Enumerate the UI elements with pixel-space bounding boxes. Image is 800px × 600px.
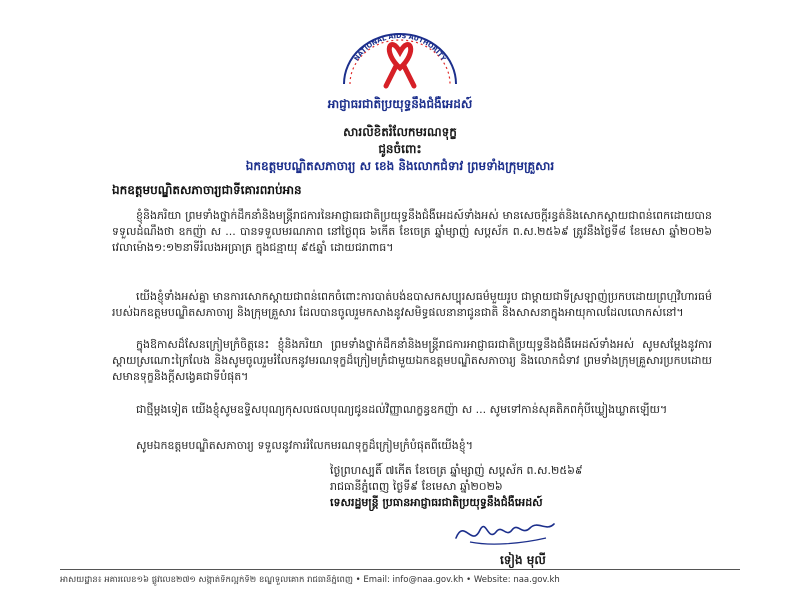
- body-paragraph-5: សូមឯកឧត្តមបណ្ឌិតសភាចារ្យ ទទួលនូវការរំលែកមរណទុក្ខដ៏ក្រៀមក្រំបំផុតពីយើងខ្ញុំ។: [136, 439, 473, 452]
- lunar-date: ថ្ងៃព្រហស្បតិ៍ ៧កើត ខែចេត្រ ឆ្នាំម្សាញ់ សប្តស័ក ព.ស.២៥៦៩: [330, 464, 583, 477]
- handwritten-signature-icon: [450, 508, 560, 552]
- signer-title: ទេសរដ្ឋមន្ត្រី ប្រធានអាជ្ញាធរជាតិប្រយុទ្ធនឹងជំងឺអេដស៍: [330, 496, 543, 509]
- solar-date: រាជធានីភ្នំពេញ ថ្ងៃទី៩ ខែមេសា ឆ្នាំ២០២៦: [330, 480, 503, 493]
- addressed-to: ជូនចំពោះ: [378, 142, 422, 156]
- naa-logo: [330, 22, 470, 102]
- body-paragraph-1: ខ្ញុំនិងភរិយា ព្រមទាំងថ្នាក់ដឹកនាំនិងមន្ត្រីរាជការនៃអាជ្ញាធរជាតិប្រយុទ្ធនឹងជំងឺអេដស៍ទាំងអស់ មានសេចក្តីរន្ធត់និងសោកស្តាយជាពន់ពេកដោយបានទទួលដំណឹងថា ឧកញ៉ា ស ... បានទទួលមរណភាព នៅថ្ងៃពុធ ៦កើត ខែចេត្រ ឆ្នាំម្សាញ់ សប្តស័ក ព.ស.២៥៦៩ ត្រូវនឹងថ្ងៃទី៨ ខែមេសា ឆ្នាំ២០២៦ វេលាម៉ោង១:១២នាទីរំលងអធ្រាត្រ ក្នុងជន្មាយុ ៩៥ឆ្នាំ ដោយជរាពាធ។: [112, 209, 712, 255]
- body-paragraph-2: យើងខ្ញុំទាំងអស់គ្នា មានការសោកស្តាយជាពន់ពេកចំពោះការបាត់បង់ឧបាសកសប្បុរសធម៌មួយរូប ជាម្តាយជាទីស្រឡាញ់ប្រកបដោយព្រហ្មវិហារធម៌របស់ឯកឧត្តមបណ្ឌិតសភាចារ្យ និងក្រុមគ្រួសារ ដែលបានចូលរួមកសាងនូវសមិទ្ធផលនានាជូនជាតិ និងសាសនាក្នុងអាយុកាលដែលលោកស់នៅ។: [112, 290, 713, 320]
- recipient-line: ឯកឧត្តមបណ្ឌិតសភាចារ្យ ស ខេង និងលោកជំទាវ ព្រមទាំងក្រុមគ្រួសារ: [245, 159, 555, 173]
- body-paragraph-4: ជាថ្មីម្តងទៀត យើងខ្ញុំសូមឧទ្ទិសបុណ្យកុសលផលបុណ្យជូនដល់វិញ្ញាណក្ខន្ធឧកញ៉ា ស ... សូមទៅកាន់សុគតិភពកុំបីឃ្លៀងឃ្លាតឡើយ។: [136, 403, 668, 416]
- organization-name: អាជ្ញាធរជាតិប្រយុទ្ធនឹងជំងឺអេដស៍: [327, 97, 473, 111]
- footer-divider: [60, 569, 740, 570]
- letter-title: សារលិខិតរំលែកមរណទុក្ខ: [343, 125, 457, 139]
- signer-name: ទៀង មុលី: [500, 553, 546, 567]
- footer-contact: អាសយដ្ឋាន៖ អគារលេខ១៦ ផ្លូវលេខ២៧១ សង្កាត់ទឹកល្អក់ទី២ ខណ្ឌទួលគោក រាជធានីភ្នំពេញ • Email: info@naa.gov.kh • Website: naa.gov.kh: [60, 575, 560, 585]
- svg-text:NATIONAL AIDS AUTHORITY: NATIONAL AIDS AUTHORITY: [352, 31, 448, 63]
- salutation: ឯកឧត្តមបណ្ឌិតសភាចារ្យជាទីគោរពរាប់អាន: [112, 183, 302, 197]
- body-paragraph-3: ក្នុងឱកាសដ៏សែនក្រៀមក្រំចិត្តនេះ ខ្ញុំនិងភរិយា ព្រមទាំងថ្នាក់ដឹកនាំនិងមន្ត្រីរាជការអាជ្ញាធរជាតិប្រយុទ្ធនឹងជំងឺអេដស៍ទាំងអស់ សូមសម្តែងនូវការស្តាយស្រណោះក្រៃលែង និងសូមចូលរួមរំលែកនូវមរណទុក្ខដ៏ក្រៀមក្រំជាមួយឯកឧត្តមបណ្ឌិតសភាចារ្យ និងលោកជំទាវ ព្រមទាំងក្រុមគ្រួសារប្រកបដោយសមានទុក្ខនិងក្តីសង្វេគជាទីបំផុត។: [112, 338, 712, 384]
- red-ribbon-emblem-icon: [330, 22, 470, 102]
